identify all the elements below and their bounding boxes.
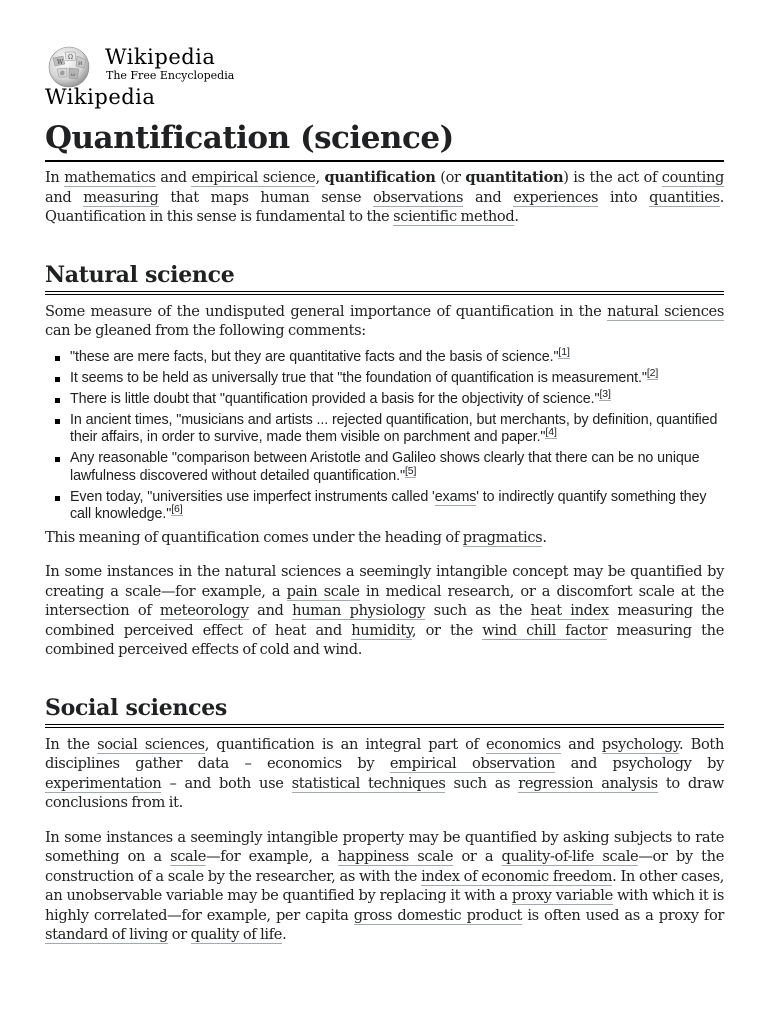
link-economics[interactable]: economics: [485, 735, 561, 753]
link-happiness-scale[interactable]: happiness scale: [337, 848, 454, 865]
wikipedia-logo[interactable]: [45, 42, 265, 112]
text-run: —for example, a: [206, 848, 338, 865]
text-run: .: [542, 528, 547, 546]
citation-link[interactable]: [1]: [558, 345, 570, 358]
link-pain-scale[interactable]: pain scale: [286, 582, 360, 600]
text-run: is often used as a proxy for: [522, 906, 725, 924]
link-regression-analysis[interactable]: regression analysis: [518, 774, 658, 792]
text-run: "these are mere facts, but they are quantitative facts and the basis of science.": [70, 348, 559, 365]
text-run: (or: [435, 169, 466, 186]
link-empirical-observation[interactable]: empirical observation: [389, 755, 555, 772]
intro-paragraph: [45, 168, 724, 227]
text-run: ) is the act of: [563, 169, 662, 186]
bullet-icon: [55, 457, 60, 462]
paragraph: [45, 562, 724, 660]
text-run: In some instances in the natural sciences a seemingly intangible concept may be quantified by creating a scale—for example, a: [45, 563, 724, 600]
link-scientific-method[interactable]: scientific method: [393, 208, 515, 225]
text-run: such as: [445, 774, 519, 792]
section-heading-natural-science: Natural science: [45, 261, 724, 295]
link-humidity[interactable]: humidity: [351, 621, 412, 639]
wordmark-small: Wikipedia: [45, 85, 156, 109]
link-quantities[interactable]: quantities: [649, 188, 720, 206]
svg-text:維: 維: [60, 71, 66, 77]
text-run: ,: [315, 169, 325, 186]
text-run: Any reasonable "comparison between Aristotle and Galileo shows clearly that there can be no unique lawfulness discovered without detailed quantification.": [70, 450, 700, 484]
reference-superscript: [558, 346, 569, 359]
text-run: measuring the combined perceived effect of heat and: [45, 602, 724, 639]
text-run: and: [248, 602, 293, 619]
list-item: [45, 345, 724, 367]
link-counting[interactable]: counting: [661, 169, 724, 186]
link-pragmatics[interactable]: pragmatics: [462, 528, 543, 546]
list-item: [45, 489, 724, 524]
text-run: or a: [453, 848, 502, 865]
link-scale[interactable]: scale: [170, 848, 206, 865]
svg-text:И: И: [78, 61, 83, 67]
text-run: In the: [45, 735, 98, 753]
citation-link[interactable]: [2]: [646, 366, 659, 379]
link-measuring[interactable]: measuring: [83, 188, 159, 206]
text-run: Some measure of the undisputed general importance of quantification in the: [45, 302, 608, 320]
link-human-physiology[interactable]: human physiology: [292, 602, 426, 619]
text-run: such as the: [425, 602, 531, 619]
text-run: and: [155, 169, 192, 186]
text-run: This meaning of quantification comes under the heading of: [45, 528, 463, 546]
list-item: [45, 450, 724, 485]
citation-link[interactable]: [3]: [599, 387, 611, 400]
text-run: . Quantification in this sense is fundamental to the: [45, 188, 724, 225]
text-run: . In other cases, an unobservable variable may be quantified by replacing it with a: [45, 867, 724, 904]
text-run: or: [167, 926, 191, 943]
text-run: and: [560, 735, 602, 753]
article-content: [45, 118, 724, 945]
link-heat-index[interactable]: heat index: [530, 602, 609, 619]
reference-superscript: [647, 367, 658, 380]
link-index-of-economic-freedom[interactable]: index of economic freedom: [421, 867, 613, 885]
list-item: [45, 387, 724, 409]
link-experimentation[interactable]: experimentation: [45, 774, 162, 792]
text-run: , or the: [411, 621, 483, 639]
citation-link[interactable]: [5]: [404, 464, 417, 477]
text-run: that maps human sense: [158, 188, 373, 206]
text-run: .: [514, 208, 519, 225]
text-run: , quantification is an integral part of: [204, 735, 486, 753]
bold-term: quantification: [324, 169, 436, 186]
link-social-sciences[interactable]: social sciences: [97, 735, 205, 753]
text-run: – and both use: [161, 774, 292, 792]
link-empirical-science[interactable]: empirical science: [191, 169, 316, 186]
bullet-icon: [55, 398, 60, 403]
bullet-icon: [55, 419, 60, 424]
text-run: and: [463, 188, 514, 206]
text-run: In: [45, 169, 65, 186]
link-natural-sciences[interactable]: natural sciences: [607, 302, 724, 320]
text-run: —or by the construction of a scale by the researcher, as with the: [45, 848, 725, 885]
svg-text:ω: ω: [71, 72, 76, 78]
link-quality-of-life[interactable]: quality of life: [190, 926, 283, 943]
reference-superscript: [405, 465, 416, 478]
svg-text:Ω: Ω: [68, 54, 73, 61]
text-run: and psychology by: [555, 755, 724, 772]
text-run: In some instances a seemingly intangible property may be quantified by asking subjects to rate something on a: [45, 828, 724, 865]
link-meteorology[interactable]: meteorology: [159, 602, 249, 619]
section-heading-social-sciences: Social sciences: [45, 694, 724, 728]
svg-text:W: W: [57, 59, 64, 66]
reference-superscript: [599, 388, 610, 401]
paragraph: [45, 828, 724, 945]
citation-link[interactable]: [4]: [545, 426, 557, 438]
link-statistical-techniques[interactable]: statistical techniques: [291, 774, 446, 792]
link-proxy-variable[interactable]: proxy variable: [511, 887, 613, 904]
paragraph: [45, 302, 724, 341]
text-run: and: [45, 188, 84, 206]
text-run: in medical research, or a discomfort scale at the intersection of: [45, 582, 724, 619]
link-standard-of-living[interactable]: standard of living: [45, 926, 168, 943]
text-run: .: [282, 926, 287, 943]
bullet-icon: [55, 377, 60, 382]
quotes-list: [45, 345, 724, 524]
bullet-icon: [55, 496, 60, 501]
text-run: ' to indirectly quantify something they call knowledge.": [70, 488, 707, 522]
text-run: It seems to be held as universally true that "the foundation of quantification is measurement.": [70, 369, 647, 386]
link-gross-domestic-product[interactable]: gross domestic product: [353, 906, 523, 924]
text-run: can be gleaned from the following comments:: [45, 322, 366, 339]
link-experiences[interactable]: experiences: [513, 188, 599, 206]
article-sections: [45, 261, 724, 945]
text-run: In ancient times, "musicians and artists ... rejected quantification, but merchants, by definition, quantified their affairs, in order to survive, made them visible on parchment and paper.": [70, 411, 718, 445]
bullet-icon: [55, 356, 60, 361]
text-run: measuring the combined perceived effects of cold and wind.: [45, 621, 724, 658]
text-run: with which it is highly correlated—for example, per capita: [45, 887, 724, 924]
paragraph: [45, 528, 724, 548]
list-item: [45, 366, 724, 388]
wordmark: Wikipedia: [105, 45, 216, 69]
citation-link[interactable]: [6]: [171, 503, 183, 515]
reference-superscript: [171, 503, 182, 516]
link-exams[interactable]: exams: [434, 488, 477, 505]
link-psychology[interactable]: psychology: [601, 735, 679, 753]
text-run: Even today, "universities use imperfect instruments called ': [70, 488, 435, 505]
text-run: to draw conclusions from it.: [45, 774, 725, 811]
link-mathematics[interactable]: mathematics: [64, 169, 156, 186]
bold-term: quantitation: [465, 169, 564, 186]
text-run: There is little doubt that "quantification provided a basis for the objectivity of science.": [70, 390, 600, 407]
link-quality-of-life-scale[interactable]: quality-of-life scale: [501, 848, 639, 865]
link-observations[interactable]: observations: [372, 188, 464, 206]
text-run: into: [598, 188, 650, 206]
list-item: [45, 412, 724, 447]
wikipedia-globe-icon: [45, 44, 95, 88]
page-title: Quantification (science): [45, 118, 724, 162]
tagline: The Free Encyclopedia: [106, 69, 235, 82]
reference-superscript: [545, 426, 556, 439]
link-wind-chill-factor[interactable]: wind chill factor: [482, 621, 608, 639]
paragraph: [45, 735, 724, 813]
text-run: . Both disciplines gather data – economics by: [45, 735, 724, 772]
